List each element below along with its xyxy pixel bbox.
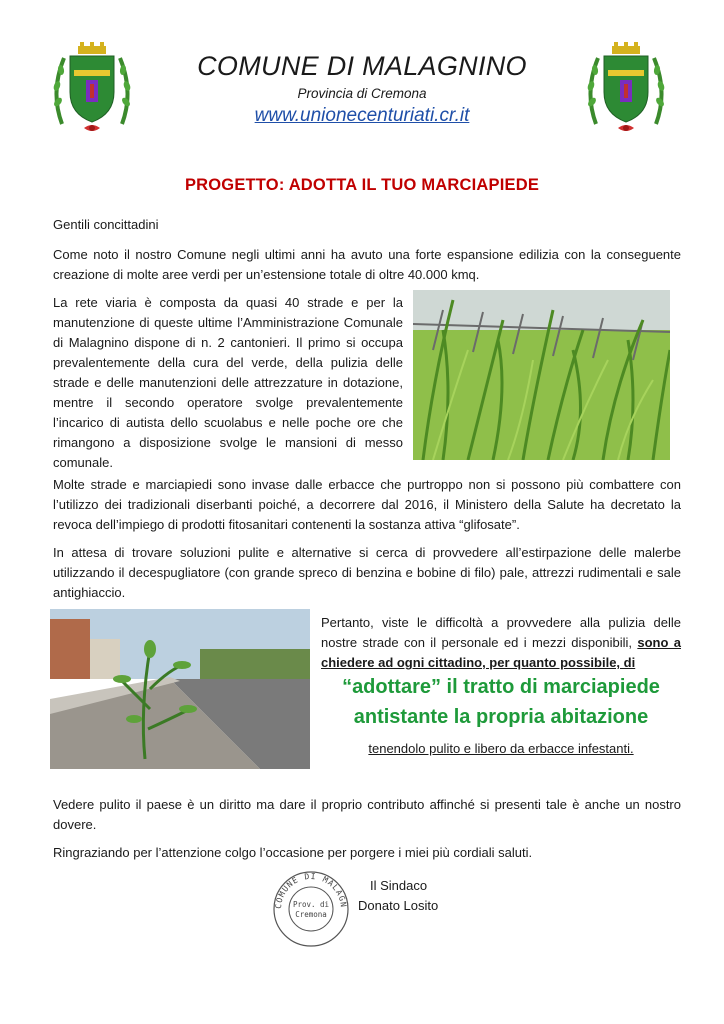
signature-role: Il Sindaco [370,878,428,893]
slogan-line-2: antistante la propria abitazione [353,706,649,728]
request-emphasis: sono a chiedere ad ogni cittadino, per quanto possibile, di [321,635,681,670]
slogan-subtext: tenendolo pulito e libero da erbacce infestanti. [368,741,634,756]
project-title: PROGETTO: ADOTTA IL TUO MARCIAPIEDE [184,176,540,194]
paragraph-expansion: Come noto il nostro Comune negli ultimi anni ha avuto una forte espansione edilizia con la conseguente creazione di molte aree verdi per un’estensione totale di oltre 40.000 kmq. [53,247,681,282]
municipality-title: COMUNE DI MALAGNINO [197,51,527,81]
greeting: Gentili concittadini [53,217,159,232]
signature-name: Donato Losito [358,898,439,913]
letterhead [140,50,584,127]
slogan-line-1: “adottare” il tratto di marciapiede [342,676,660,698]
grass-photo [413,290,670,460]
stamp-outer-text: COMUNE DI MALAGN [273,871,349,910]
paragraph-closing: Ringraziando per l’attenzione colgo l’occasione per porgere i miei più cordiali saluti. [53,845,533,860]
stamp-inner-line-1: Prov. di [292,900,330,909]
sidewalk-photo [50,609,310,769]
website-link[interactable]: www.unionecenturiati.cr.it [254,105,470,126]
coat-of-arms-right [582,42,670,140]
paragraph-duty: Vedere pulito il paese è un diritto ma dare il proprio contributo affinché si presenti tale è anche un nostro dovere. [53,797,681,832]
coat-of-arms-left [48,42,136,140]
paragraph-weeds: Molte strade e marciapiedi sono invase dalle erbacce che purtroppo non si possono più combattere con l’utilizzo dei tradizionali diserbanti poiché, a decorrere dal 2016, il Ministero della Salute ha decretato la revoca dell’impiego di prodotti fitosanitari contenenti la sostanza attiva “glifosate”. [53,477,681,532]
municipal-stamp [272,870,350,948]
request-text: Pertanto, viste le difficoltà a provvedere alla pulizia delle nostre strade con il personale ed i mezzi disponibili, [321,615,681,650]
stamp-inner-line-2: Cremona [295,910,327,919]
paragraph-road-network: La rete viaria è composta da quasi 40 strade e per la manutenzione di queste ultime l’Amministrazione Comunale di Malagnino dispone di n. 2 cantonieri. Il primo si occupa prevalentemente della cura del verde, della pulizia delle strade e delle manutenzioni delle attrezzature in dotazione, mentre il secondo operatore svolge prevalentemente l’incarico di autista dello scuolabus e nelle poche ore che rimangono a disposizione svolge le mansioni di messo comunale. [53,295,403,470]
province-line: Provincia di Cremona [297,86,427,101]
paragraph-request [321,613,681,673]
paragraph-alternatives: In attesa di trovare soluzioni pulite e alternative si cerca di provvedere all’estirpazione delle malerbe utilizzando il decespugliatore (con grande spreco di benzina e bobine di filo) pale, attrezzi rudimentali e sale antighiaccio. [53,545,681,600]
signature-block [358,876,438,916]
